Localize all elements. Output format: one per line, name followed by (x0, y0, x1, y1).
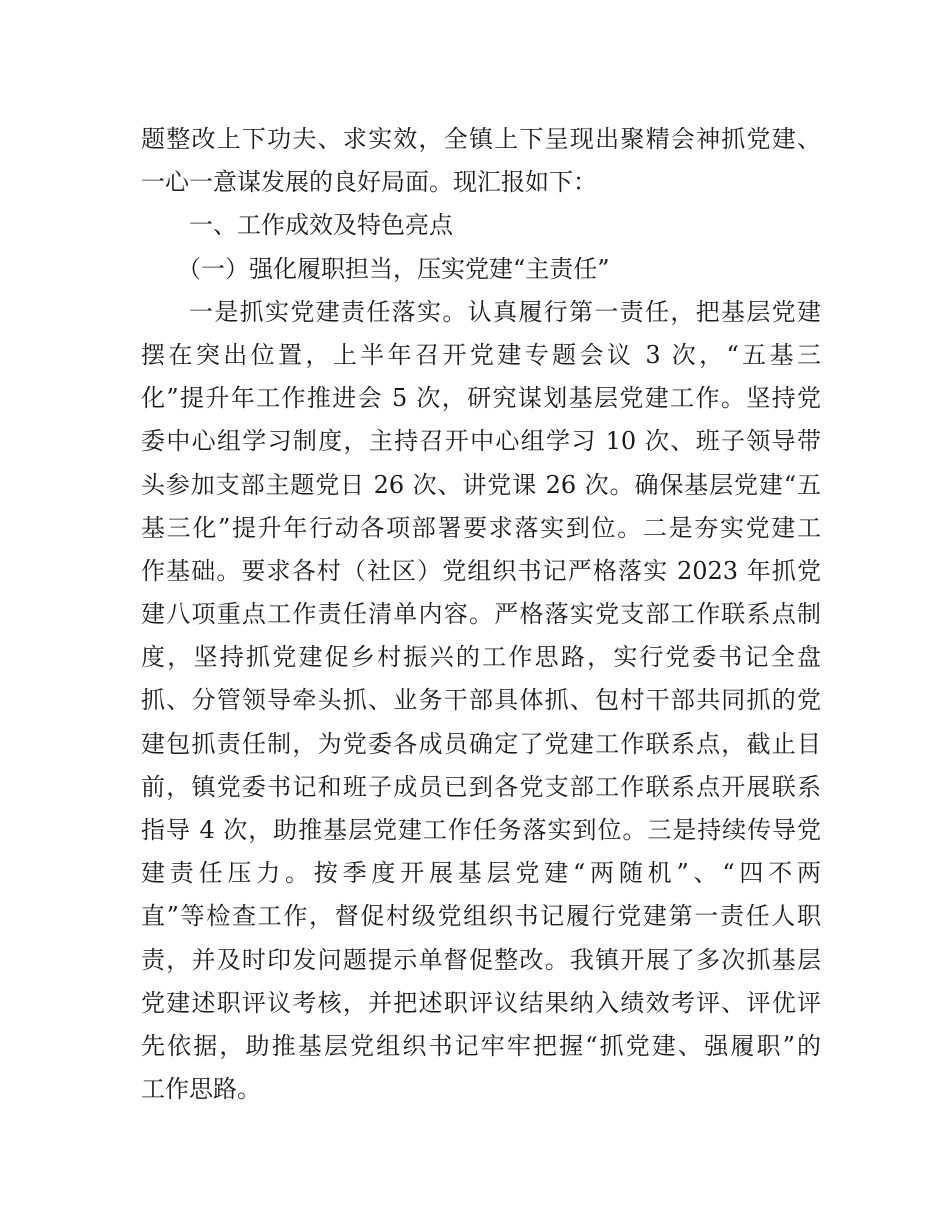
paragraph-line: 头参加支部主题党日 26 次、讲党课 26 次。确保基层党建“五 (141, 470, 821, 499)
paragraph-line: 建责任压力。按季度开展基层党建“两随机”、“四不两 (141, 859, 821, 888)
paragraph-line: 一是抓实党建责任落实。认真履行第一责任，把基层党建 (189, 297, 821, 326)
paragraph-line: 责，并及时印发问题提示单督促整改。我镇开展了多次抓基层 (141, 945, 821, 974)
paragraph-line: 作基础。要求各村（社区）党组织书记严格落实 2023 年抓党 (141, 556, 821, 585)
body-text (141, 118, 821, 1111)
paragraph-line: 委中心组学习制度，主持召开中心组学习 10 次、班子领导带 (141, 427, 821, 456)
paragraph-line: 指导 4 次，助推基层党建工作任务落实到位。三是持续传导党 (141, 816, 821, 844)
paragraph-line: 前，镇党委书记和班子成员已到各党支部工作联系点开展联系 (141, 772, 821, 801)
subsection-heading: （一）强化履职担当，压实党建“主责任” (177, 254, 610, 283)
paragraph-line: 党建述职评议考核，并把述职评议结果纳入绩效考评、评优评 (141, 988, 821, 1017)
paragraph-line: 度，坚持抓党建促乡村振兴的工作思路，实行党委书记全盘 (141, 643, 821, 672)
paragraph-line: 基三化”提升年行动各项部署要求落实到位。二是夯实党建工 (141, 513, 821, 542)
paragraph-line: 抓、分管领导牵头抓、业务干部具体抓、包村干部共同抓的党 (141, 686, 821, 715)
paragraph-line: 摆在突出位置，上半年召开党建专题会议 3 次，“五基三 (141, 340, 821, 369)
paragraph-line: 化”提升年工作推进会 5 次，研究谋划基层党建工作。坚持党 (141, 384, 821, 413)
paragraph-line: 工作思路。 (141, 1075, 261, 1104)
paragraph-line: 一心一意谋发展的良好局面。现汇报如下： (141, 168, 597, 197)
paragraph-line: 建八项重点工作责任清单内容。严格落实党支部工作联系点制 (141, 600, 821, 629)
paragraph-line: 建包抓责任制，为党委各成员确定了党建工作联系点，截止目 (141, 729, 821, 758)
section-heading: 一、工作成效及特色亮点 (189, 211, 453, 240)
paragraph-line: 题整改上下功夫、求实效，全镇上下呈现出聚精会神抓党建、 (141, 125, 821, 153)
paragraph-line: 直”等检查工作，督促村级党组织书记履行党建第一责任人职 (141, 902, 821, 931)
paragraph-line: 先依据，助推基层党组织书记牢牢把握“抓党建、强履职”的 (141, 1031, 821, 1060)
